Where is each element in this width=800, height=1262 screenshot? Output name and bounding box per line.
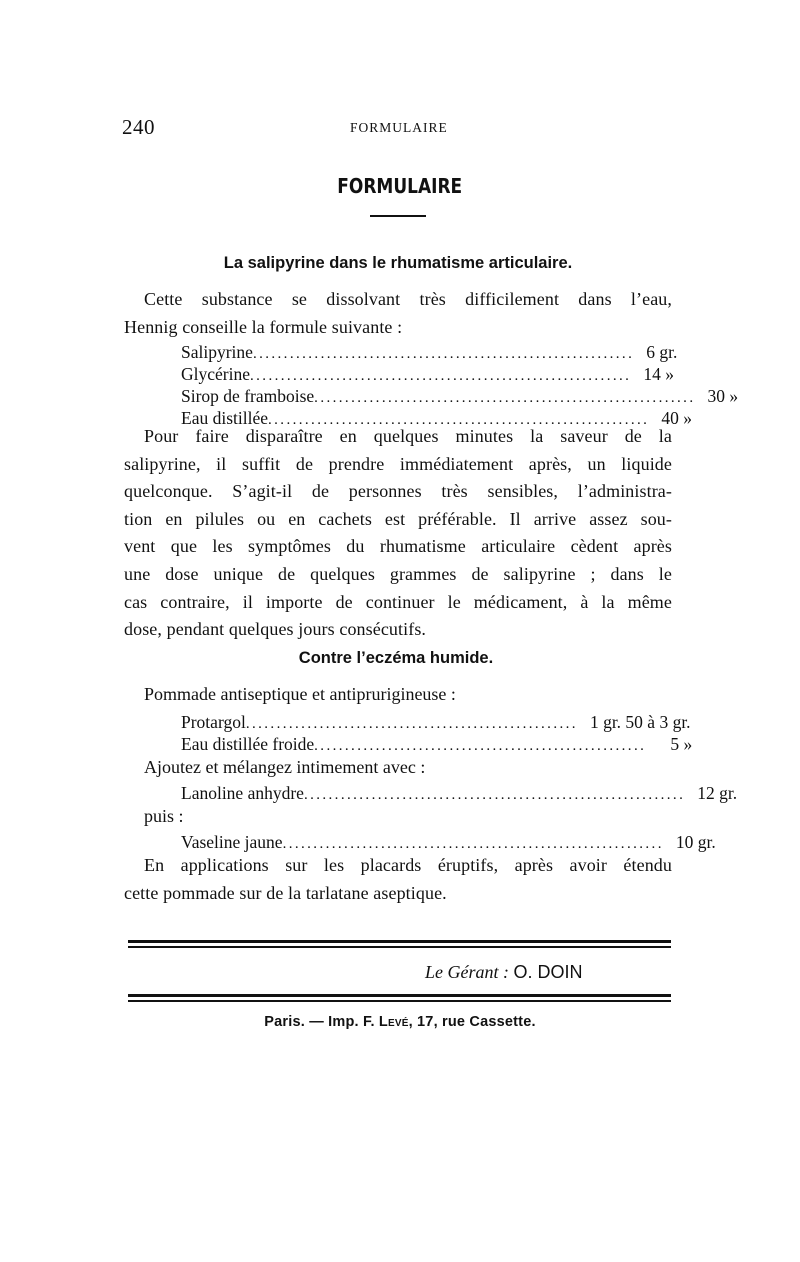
ingredient-quantity: 30 » <box>707 386 739 406</box>
section-title: FORMULAIRE <box>337 174 463 198</box>
text-line: vent que les symptômes du rhumatisme articulaire cèdent après <box>124 536 672 557</box>
imprint-prefix: Paris. — Imp. F. <box>264 1014 375 1030</box>
ingredient-name: Vaseline jaune <box>181 832 283 852</box>
recipe-row <box>181 733 693 755</box>
text-line: quelconque. S’agit-il de personnes très sensibles, l’administra- <box>124 481 672 502</box>
instruction-line: Ajoutez et mélangez intimement avec : <box>144 757 426 777</box>
recipe-row-protargol <box>181 711 691 733</box>
dot-leader: .............................................................. <box>282 836 664 852</box>
ingredient-quantity: 12 gr. <box>697 783 738 803</box>
imprint-printer: Levé <box>378 1014 409 1030</box>
ingredient-quantity: 10 gr. <box>675 832 716 852</box>
text-line: une dose unique de quelques grammes de salipyrine ; dans le <box>124 563 672 584</box>
text-line: dose, pendant quelques jours consécutifs. <box>124 619 427 640</box>
dot-leader: ...................................................... <box>314 738 647 754</box>
ingredient-quantity: 6 gr. <box>646 342 678 362</box>
article-heading-eczema: Contre l’eczéma humide. <box>298 649 494 667</box>
text-line: Cette substance se dissolvant très difficilement dans l’eau, <box>144 289 672 309</box>
text-line: cas contraire, il importe de continuer le médicament, à la même <box>124 591 672 612</box>
title-rule <box>370 215 426 217</box>
recipe-row <box>181 831 716 853</box>
salipyrine-body <box>124 423 672 644</box>
ingredient-quantity: 40 » <box>661 408 692 428</box>
preparation-title: Pommade antiseptique et antiprurigineuse : <box>144 684 456 704</box>
dot-leader: .............................................................. <box>268 412 650 428</box>
ingredient-name: Eau distillée froide <box>181 734 315 754</box>
manager-signature <box>425 960 583 984</box>
recipe-row-eau <box>181 733 693 755</box>
ingredient-name: Eau distillée <box>181 408 268 428</box>
dot-leader: .............................................................. <box>250 368 632 384</box>
dot-leader: .............................................................. <box>303 787 686 803</box>
text-line: En applications sur les placards éruptifs, après avoir étendu <box>144 855 672 875</box>
dot-leader: ...................................................... <box>245 716 578 732</box>
ingredient-name: Glycérine <box>181 364 250 384</box>
ingredient-name: Lanoline anhydre <box>181 783 304 803</box>
imprint-suffix: , 17, rue Cassette. <box>408 1014 536 1030</box>
text-line: salipyrine, il suffit de prendre immédiatement après, un liquide <box>124 453 672 474</box>
ingredient-quantity: 14 » <box>643 364 674 384</box>
ingredient-name: Salipyrine <box>181 342 253 362</box>
dot-leader: .............................................................. <box>314 390 696 406</box>
text-line: Hennig conseille la formule suivante : <box>124 316 403 337</box>
recipe-row-vaseline <box>181 831 716 853</box>
recipe-row-lanoline <box>181 782 738 804</box>
page-number: 240 <box>122 115 155 139</box>
recipe-row <box>181 341 678 363</box>
recipe-row <box>181 385 739 407</box>
text-line: tion en pilules ou en cachets est préférable. Il arrive assez sou- <box>124 508 672 529</box>
dot-leader: .............................................................. <box>252 346 635 362</box>
text-line: Pour faire disparaître en quelques minutes la saveur de la <box>144 426 672 446</box>
salipyrine-intro <box>124 286 672 341</box>
recipe-row <box>181 363 674 385</box>
puis-line: puis : <box>144 806 184 826</box>
recipe-row <box>181 782 738 804</box>
recipe-row <box>181 711 691 733</box>
running-title: FORMULAIRE <box>350 120 448 135</box>
eczema-closing <box>124 852 672 907</box>
salipyrine-recipe <box>181 341 739 429</box>
signature-name: O. DOIN <box>513 962 583 982</box>
ingredient-name: Protargol <box>181 712 246 732</box>
signature-label: Le Gérant : <box>425 962 509 982</box>
ingredient-quantity: 1 gr. 50 à 3 gr. <box>589 712 691 732</box>
ingredient-name: Sirop de framboise <box>181 386 315 406</box>
printer-imprint <box>0 1012 800 1032</box>
text-line: cette pommade sur de la tarlatane aseptique. <box>124 882 447 903</box>
article-heading-salipyrine: La salipyrine dans le rhumatisme articulaire. <box>223 254 573 272</box>
running-head <box>120 114 678 140</box>
ingredient-quantity: 5 » <box>670 734 693 754</box>
